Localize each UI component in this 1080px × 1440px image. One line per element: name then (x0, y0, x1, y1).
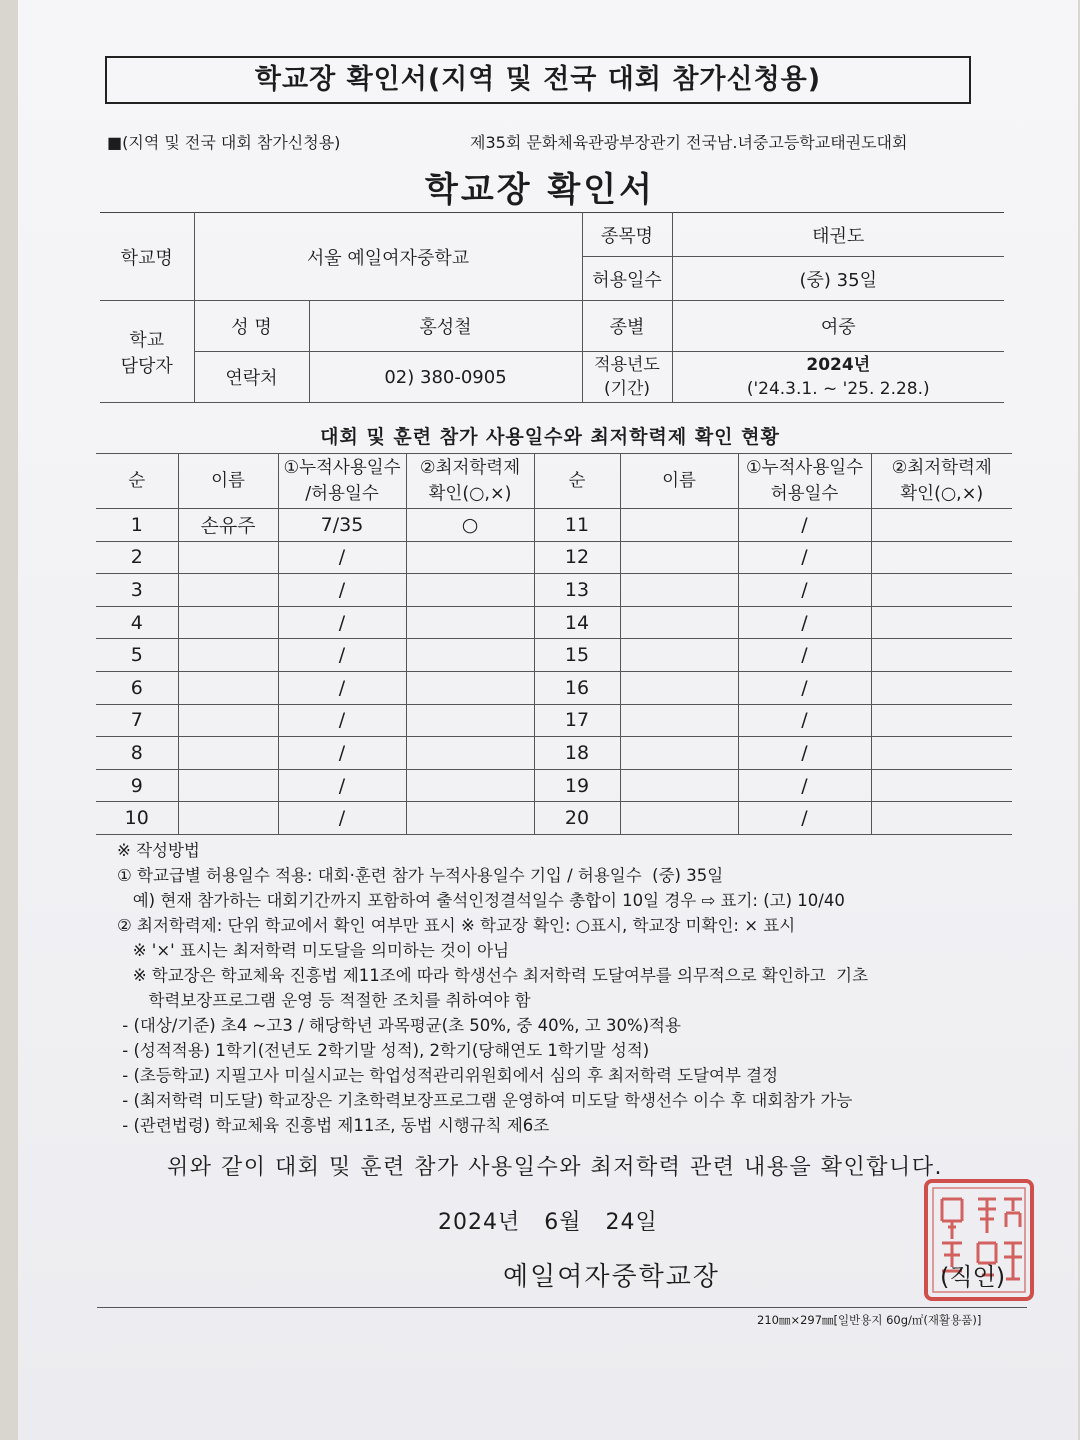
student-name (620, 606, 738, 639)
col-header-academic-line1: ②최저학력제 (419, 458, 521, 478)
signature-date: 2024년 6월 24일 (438, 1210, 658, 1235)
used-days: / (278, 802, 406, 835)
paper-spec: 210㎜×297㎜[일반용지 60g/㎡(재활용품)] (757, 1313, 982, 1327)
allowed-days-value: (중) 35일 (672, 257, 1004, 301)
col-header-no: 순 (96, 454, 178, 509)
row-number: 20 (534, 802, 620, 835)
academic-check (406, 574, 534, 607)
manager-label (100, 301, 194, 403)
table-row (96, 541, 1012, 574)
row-number: 19 (534, 769, 620, 802)
manager-label-line1: 학교 (129, 329, 165, 351)
competition-name: 제35회 문화체육관광부장관기 전국남.녀중고등학교태권도대회 (470, 133, 908, 152)
col-header-name-2: 이름 (620, 454, 738, 509)
academic-check (871, 737, 1012, 770)
academic-check (871, 704, 1012, 737)
academic-check: ○ (406, 509, 534, 542)
year-label (582, 352, 672, 403)
student-name (620, 671, 738, 704)
student-name (620, 769, 738, 802)
used-days: / (278, 639, 406, 672)
row-number: 16 (534, 671, 620, 704)
col-header-days-2-line1: ①누적사용일수 (745, 458, 864, 478)
instruction-line: ※ 작성방법 (117, 841, 200, 860)
row-number: 1 (96, 509, 178, 542)
event-label: 종목명 (582, 213, 672, 257)
row-number: 8 (96, 737, 178, 770)
col-header-academic-2-line1: ②최저학력제 (891, 458, 992, 478)
student-name (620, 574, 738, 607)
used-days: / (738, 509, 871, 542)
category-value: 여중 (672, 301, 1004, 352)
info-table (100, 212, 1004, 403)
student-name (620, 704, 738, 737)
used-days: / (738, 671, 871, 704)
seal-glyph-stroke (1004, 1243, 1022, 1279)
instruction-line: ② 최저학력제: 단위 학교에서 확인 여부만 표시 ※ 학교장 확인: ○표시, 학교장 미확인: × 표시 (117, 916, 796, 935)
used-days: / (278, 671, 406, 704)
used-days: / (278, 606, 406, 639)
row-number: 17 (534, 704, 620, 737)
used-days: / (738, 802, 871, 835)
contact-label: 연락처 (194, 352, 309, 403)
table-row (96, 574, 1012, 607)
instructions (117, 838, 1017, 1138)
instruction-line: - (대상/기준) 초4 ~고3 / 해당학년 과목평균(초 50%, 중 40%, 고 30%)적용 (117, 1016, 681, 1035)
used-days: / (738, 639, 871, 672)
table-row (96, 606, 1012, 639)
student-name (178, 737, 278, 770)
instruction-line: - (초등학교) 지필고사 미실시교는 학업성적관리위원회에서 심의 후 최저학력 도달여부 결정 (117, 1066, 779, 1085)
academic-check (871, 574, 1012, 607)
student-name (620, 509, 738, 542)
academic-check (871, 639, 1012, 672)
col-header-name: 이름 (178, 454, 278, 509)
used-days: / (278, 574, 406, 607)
student-name (178, 769, 278, 802)
col-header-days-line1: ①누적사용일수 (283, 458, 401, 478)
row-number: 12 (534, 541, 620, 574)
student-name (178, 606, 278, 639)
instruction-line: ① 학교급별 허용일수 적용: 대회·훈련 참가 누적사용일수 기입 / 허용일수 (중) 35일 (117, 866, 724, 885)
allowed-days-label: 허용일수 (582, 257, 672, 301)
used-days: / (278, 704, 406, 737)
row-number: 15 (534, 639, 620, 672)
student-name (178, 639, 278, 672)
col-header-days-line2: /허용일수 (305, 484, 379, 504)
instruction-line: - (관련법령) 학교체육 진흥법 제11조, 동법 시행규칙 제6조 (117, 1116, 550, 1135)
academic-check (871, 606, 1012, 639)
row-number: 5 (96, 639, 178, 672)
student-name (178, 802, 278, 835)
row-number: 18 (534, 737, 620, 770)
manager-label-line2: 담당자 (120, 355, 173, 377)
academic-check (871, 671, 1012, 704)
student-name (178, 574, 278, 607)
used-days: / (738, 737, 871, 770)
academic-check (871, 509, 1012, 542)
used-days: / (278, 769, 406, 802)
year-value (672, 352, 1004, 403)
instruction-line: 예) 현재 참가하는 대회기간까지 포함하여 출석인정결석일수 총합이 10일 경우 ⇨ 표기: (고) 10/40 (117, 891, 845, 910)
student-name (178, 671, 278, 704)
row-number: 4 (96, 606, 178, 639)
student-name (620, 802, 738, 835)
academic-check (406, 541, 534, 574)
principal-name: 예일여자중학교장 (503, 1262, 720, 1292)
year-label-line1: 적용년도 (594, 355, 660, 375)
student-name (178, 704, 278, 737)
contact-value: 02) 380-0905 (309, 352, 582, 403)
row-number: 13 (534, 574, 620, 607)
used-days: / (278, 737, 406, 770)
name-value: 홍성철 (309, 301, 582, 352)
year-label-line2: (기간) (603, 379, 651, 399)
seal-glyph-stroke (1004, 1199, 1022, 1227)
col-header-days-2-line2: 허용일수 (770, 484, 839, 504)
year-value-period: ('24.3.1. ~ '25. 2.28.) (746, 379, 930, 399)
row-number: 7 (96, 704, 178, 737)
banner-title: 학교장 확인서(지역 및 전국 대회 참가신청용) (105, 56, 971, 104)
col-header-days-2 (738, 454, 871, 509)
seal-label: (직인) (940, 1263, 1006, 1291)
used-days: 7/35 (278, 509, 406, 542)
event-value: 태권도 (672, 213, 1004, 257)
category-label: 종별 (582, 301, 672, 352)
school-name-label: 학교명 (100, 213, 194, 301)
school-name-value: 서울 예일여자중학교 (194, 213, 582, 301)
confirmation-statement: 위와 같이 대회 및 훈련 참가 사용일수와 최저학력 관련 내용을 확인합니다. (167, 1155, 943, 1180)
section-title: 대회 및 훈련 참가 사용일수와 최저학력제 확인 현황 (320, 426, 780, 448)
academic-check (406, 802, 534, 835)
academic-check (871, 541, 1012, 574)
table-row (96, 737, 1012, 770)
seal-glyph-stroke (942, 1199, 962, 1239)
instruction-line: ※ 학교장은 학교체육 진흥법 제11조에 따라 학생선수 최저학력 도달여부를 의무적으로 확인하고 기초 (117, 966, 869, 985)
row-number: 6 (96, 671, 178, 704)
seal-glyph-stroke (978, 1199, 996, 1233)
student-name (620, 639, 738, 672)
instruction-line: - (최저학력 미도달) 학교장은 기초학력보장프로그램 운영하여 미도달 학생선수 이수 후 대회참가 가능 (117, 1091, 853, 1110)
row-number: 14 (534, 606, 620, 639)
col-header-academic-2 (871, 454, 1012, 509)
student-name (620, 737, 738, 770)
row-number: 2 (96, 541, 178, 574)
academic-check (871, 802, 1012, 835)
table-row (96, 639, 1012, 672)
used-days: / (738, 574, 871, 607)
student-table (96, 453, 1012, 835)
academic-check (406, 639, 534, 672)
student-name (178, 541, 278, 574)
academic-check (406, 606, 534, 639)
instruction-line: - (성적적용) 1학기(전년도 2학기말 성적), 2학기(당해연도 1학기말 성적) (117, 1041, 650, 1060)
used-days: / (738, 769, 871, 802)
col-header-no-2: 순 (534, 454, 620, 509)
academic-check (871, 769, 1012, 802)
academic-check (406, 737, 534, 770)
col-header-academic-line2: 확인(○,×) (428, 484, 512, 504)
col-header-academic (406, 454, 534, 509)
instruction-line: 학력보장프로그램 운영 등 적절한 조치를 취하여야 함 (117, 991, 531, 1010)
used-days: / (738, 704, 871, 737)
row-number: 3 (96, 574, 178, 607)
col-header-days (278, 454, 406, 509)
table-row (96, 671, 1012, 704)
table-row (96, 769, 1012, 802)
col-header-academic-2-line2: 확인(○,×) (900, 484, 984, 504)
row-number: 9 (96, 769, 178, 802)
used-days: / (278, 541, 406, 574)
used-days: / (738, 606, 871, 639)
table-row (96, 802, 1012, 835)
academic-check (406, 704, 534, 737)
bottom-divider (97, 1307, 1027, 1308)
table-row (96, 704, 1012, 737)
name-label: 성 명 (194, 301, 309, 352)
form-usage-label: ■(지역 및 전국 대회 참가신청용) (107, 133, 341, 152)
row-number: 11 (534, 509, 620, 542)
page-title: 학교장 확인서 (425, 170, 655, 210)
student-name (620, 541, 738, 574)
row-number: 10 (96, 802, 178, 835)
academic-check (406, 671, 534, 704)
table-row (96, 509, 1012, 542)
used-days: / (738, 541, 871, 574)
year-value-year: 2024년 (806, 355, 871, 375)
academic-check (406, 769, 534, 802)
student-name: 손유주 (178, 509, 278, 542)
instruction-line: ※ '×' 표시는 최저학력 미도달을 의미하는 것이 아님 (117, 941, 510, 960)
